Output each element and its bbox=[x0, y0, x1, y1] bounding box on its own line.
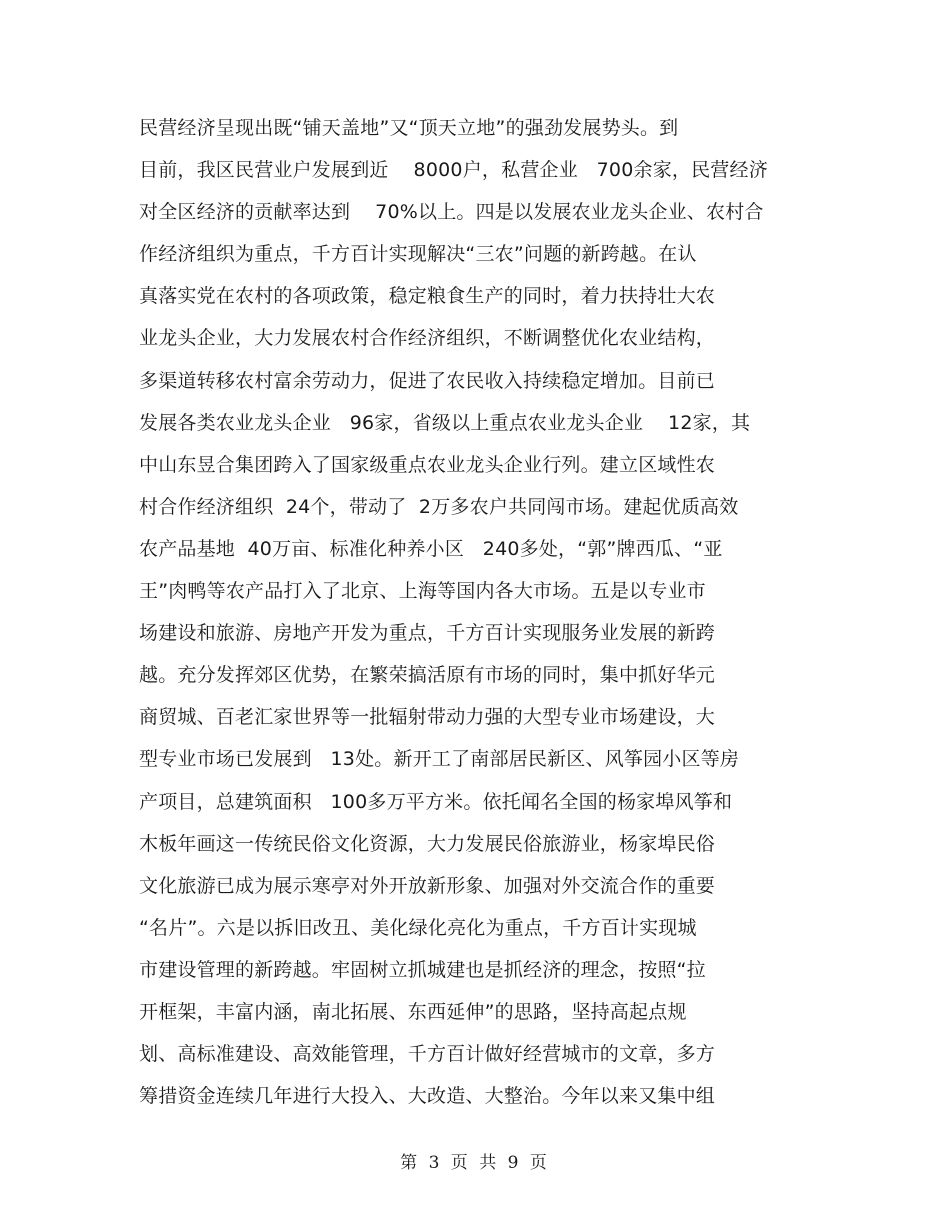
text-line: 中山东昱合集团跨入了国家级重点农业龙头企业行列。建立区域性农 bbox=[139, 453, 716, 476]
text-line: 开框架，丰富内涵，南北拓展、东西延伸”的思路，坚持高起点规 bbox=[139, 1000, 687, 1023]
text-line: 筹措资金连续几年进行大投入、大改造、大整治。今年以来又集中组 bbox=[139, 1085, 716, 1108]
text-line: 业龙头企业，大力发展农村合作经济组织，不断调整优化农业结构， bbox=[139, 327, 716, 350]
text-line: 商贸城、百老汇家世界等一批辐射带动力强的大型专业市场建设，大 bbox=[139, 706, 716, 729]
text-line: 发展各类农业龙头企业 96家，省级以上重点农业龙头企业 12家，其 bbox=[139, 411, 751, 434]
text-line: “名片”。六是以拆旧改丑、美化绿化亮化为重点，千方百计实现城 bbox=[139, 916, 697, 939]
text-line: 市建设管理的新跨越。牢固树立抓城建也是抓经济的理念，按照“拉 bbox=[139, 958, 706, 981]
text-line: 真落实党在农村的各项政策，稳定粮食生产的同时，着力扶持壮大农 bbox=[139, 285, 716, 308]
text-line: 王”肉鸭等农产品打入了北京、上海等国内各大市场。五是以专业市 bbox=[139, 580, 706, 603]
text-line: 越。充分发挥郊区优势，在繁荣搞活原有市场的同时，集中抓好华元 bbox=[139, 664, 716, 687]
page-footer: 第 3 页 共 9 页 bbox=[400, 1153, 550, 1173]
text-line: 民营经济呈现出既“铺天盖地”又“顶天立地”的强劲发展势头。到 bbox=[139, 117, 679, 139]
text-line: 多渠道转移农村富余劳动力，促进了农民收入持续稳定增加。目前已 bbox=[139, 369, 716, 392]
text-line: 划、高标准建设、高效能管理，千方百计做好经营城市的文章，多方 bbox=[139, 1043, 716, 1066]
body-text bbox=[139, 107, 819, 1117]
text-line: 场建设和旅游、房地产开发为重点，千方百计实现服务业发展的新跨 bbox=[139, 622, 716, 645]
text-line: 村合作经济组织 24个，带动了 2万多农户共同闯市场。建起优质高效 bbox=[139, 495, 739, 518]
text-line: 文化旅游已成为展示寒亭对外开放新形象、加强对外交流合作的重要 bbox=[139, 874, 716, 897]
text-line: 木板年画这一传统民俗文化资源，大力发展民俗旅游业，杨家埠民俗 bbox=[139, 832, 716, 855]
text-line: 对全区经济的贡献率达到 70%以上。四是以发展农业龙头企业、农村合 bbox=[139, 201, 764, 224]
text-line: 型专业市场已发展到 13处。新开工了南部居民新区、风筝园小区等房 bbox=[139, 748, 740, 771]
text-line: 产项目，总建筑面积 100多万平方米。依托闻名全国的杨家埠风筝和 bbox=[139, 790, 733, 813]
text-line: 作经济组织为重点，千方百计实现解决“三农”问题的新跨越。在认 bbox=[139, 243, 697, 266]
text-line: 目前，我区民营业户发展到近 8000户，私营企业 700余家，民营经济 bbox=[139, 159, 768, 182]
text-line: 农产品基地 40万亩、标准化种养小区 240多处，“郭”牌西瓜、“亚 bbox=[139, 537, 723, 560]
